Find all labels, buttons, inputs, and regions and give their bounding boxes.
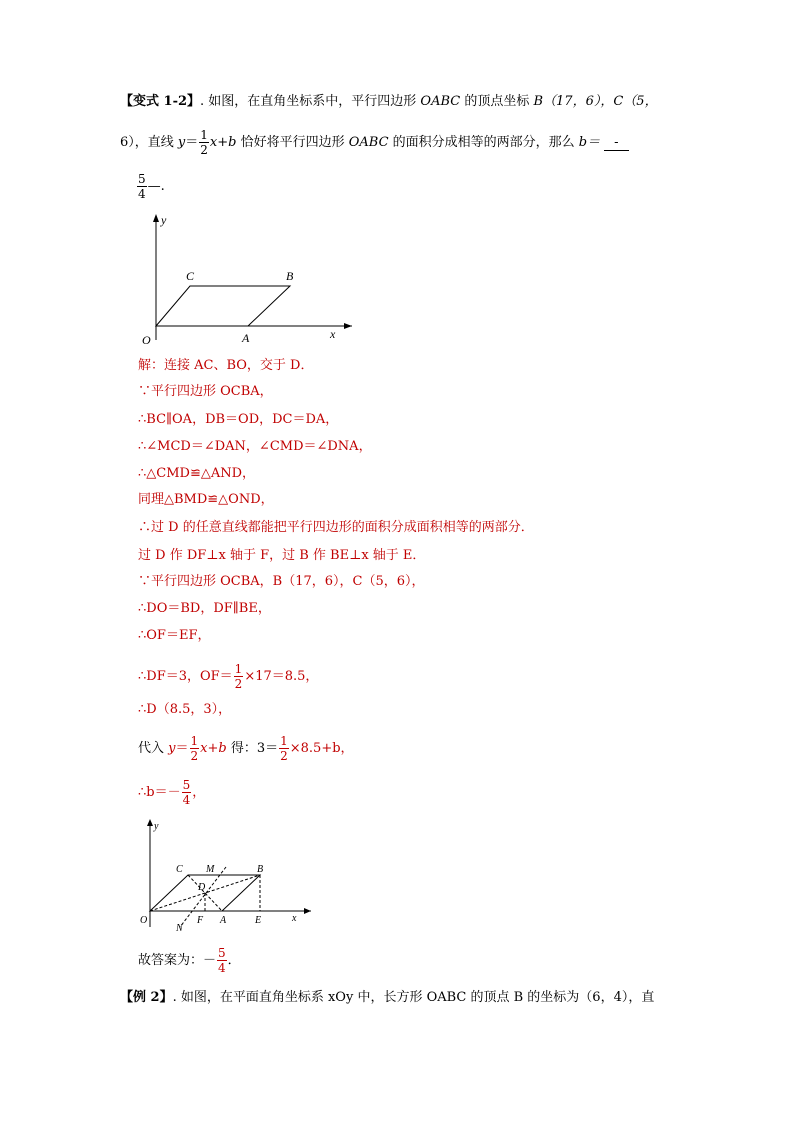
svg-text:C: C (176, 864, 183, 875)
answer-blank: - (604, 135, 628, 151)
svg-text:O: O (140, 915, 148, 926)
fraction-half: $\frac{1}{2}$ (200, 128, 208, 157)
svg-text:N: N (176, 923, 183, 934)
solution-line-4: ∴∠MCD＝∠DAN，∠CMD＝∠DNA， (138, 439, 372, 454)
problem-line-2: 6），直线 y＝ $\frac{1}{2}$ x+b 恰好将平行四边形 OABC 的面积分成相等的两部分，那么 b＝ - (120, 128, 629, 157)
answer-fraction: $\frac{5}{4}$ (138, 172, 146, 201)
next-problem-tag: 【例 2】 (120, 990, 173, 1005)
solution-line-5: ∴△CMD≌△AND， (138, 466, 256, 481)
solution-line-9: ∵平行四边形 OCBA，B（17，6），C（5，6）， (138, 574, 425, 589)
svg-text:M: M (206, 864, 215, 875)
y-label: y (161, 213, 167, 227)
x-label: x (330, 327, 336, 341)
final-answer: 故答案为：－ $\frac{5}{4}$ ． (138, 946, 241, 975)
svg-text:A: A (220, 915, 227, 926)
problem-tag: 【变式 1-2】 (120, 94, 201, 109)
solution-line-sub: 代入 y＝ $\frac{1}{2}$ x+b 得：3＝ $\frac{1}{2}$ ×8.5+b， (138, 734, 354, 763)
label-b: B (286, 269, 294, 283)
label-c: C (186, 269, 195, 283)
label-o: O (142, 333, 151, 347)
svg-text:y: y (154, 821, 159, 832)
svg-text:B: B (257, 864, 264, 875)
solution-line-d: ∴D（8.5，3）， (138, 702, 232, 717)
solution-line-8: 过 D 作 DF⊥x 轴于 F，过 B 作 BE⊥x 轴于 E． (138, 548, 426, 563)
solution-line-11: ∴OF＝EF， (138, 628, 211, 643)
solution-line-2: ∵平行四边形 OCBA， (138, 384, 273, 399)
solution-line-df: ∴DF＝3，OF＝ $\frac{1}{2}$ ×17＝8.5， (138, 662, 319, 691)
y-axis-arrow (153, 214, 159, 222)
label-a: A (242, 331, 250, 345)
x-axis-arrow (344, 323, 352, 329)
solution-line-b: ∴b＝－ $\frac{5}{4}$ ， (138, 778, 206, 807)
answer-fraction-line: $\frac{5}{4}$ —. (138, 172, 165, 201)
figure-solution (136, 815, 316, 935)
next-problem-line: 【例 2】. 如图，在平面直角坐标系 xOy 中，长方形 OABC 的顶点 B 的坐标为（6，4），直 (120, 990, 655, 1005)
solution-line-3: ∴BC∥OA，DB＝OD，DC＝DA， (138, 412, 339, 427)
solution-line-1: 解：连接 AC、BO，交于 D． (138, 358, 314, 373)
problem-line-1: 【变式 1-2】. 如图，在直角坐标系中，平行四边形 OABC 的顶点坐标 B（17，6），C（5， (120, 94, 658, 109)
svg-text:E: E (255, 915, 262, 926)
solution-line-10: ∴DO＝BD，DF∥BE， (138, 601, 271, 616)
parallelogram-oabc (156, 286, 290, 326)
svg-text:x: x (292, 913, 297, 924)
svg-text:D: D (198, 882, 206, 893)
solution-line-7: ∴过 D 的任意直线都能把平行四边形的面积分成面积相等的两部分． (138, 520, 534, 535)
svg-text:F: F (197, 915, 204, 926)
solution-line-6: 同理△BMD≌△OND， (138, 492, 274, 507)
figure-parallelogram (130, 210, 360, 350)
